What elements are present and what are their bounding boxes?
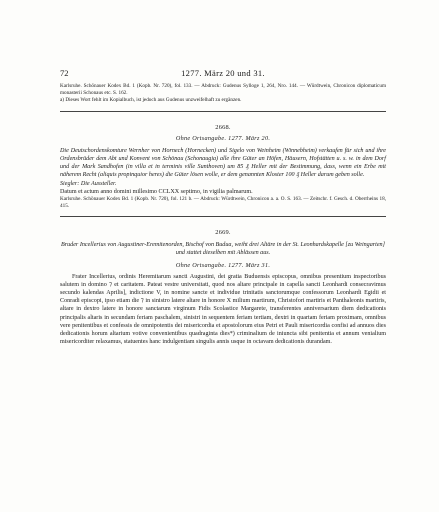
regest-2668: Die Deutschordenskomture Wernher von Hornech (Hornecken) und Sigelo von Weinheim (Winnebheim) verkaufen für sich und ihre Ordensbrüder dem Abt und Konvent von Schönau (Schonaugia) alle ihre Güter an Höfen, Häusern, Hofstätten u. s. w. in dem Dorf und der Mark Sandhofen (in villa et in terminis ville Sunthoven) um 85 ₰ Heller mit der Bestimmung, dass, wenn ein Erbe mit näherem Recht (aliquis propinquior heres) die Güter lösen wolle, er dem genannten Kloster 100 ₰ Heller darum geben solle. <box>60 147 386 179</box>
section-divider <box>60 111 386 112</box>
section-divider <box>60 216 386 217</box>
page-content <box>60 68 386 346</box>
document-number-2668: 2668. <box>215 123 231 131</box>
running-header <box>60 68 386 80</box>
dateline-2669: Ohne Ortsangabe. 1277. März 31. <box>175 261 271 269</box>
running-title: 1277. März 20 und 31. <box>181 68 265 78</box>
page-number: 72 <box>60 68 69 78</box>
siegler-2668: Siegler: Die Aussteller. <box>60 180 117 187</box>
text-2669: Frater Incellerius, ordinis Heremitarum sancti Augustini, dei gratia Buduensis episcopus, omnibus presentium inspectoribus salutem in domino ⁊ et caritatem. Pateat vestre universitati, quod nos altare principale in capella sancti Leonhardi consecravimus secundo kalendas Aprilis], indictione V, in nomine sancte et individue trinitatis sanctorumque confessorum Leonhardi Egidii et Conradi episcopi, ipso etiam die ⁊ in sinistro latere altare in honore X milium martirum, Christofori martiris et Panthaleonis martiris, altare in dextro latere in honore sanctarum virginum Fidis Scolastice Margarete, transferentes anniversarium diem dedicationis principalis altaris in secundam feriam paschalem, sinistri in sequentem feriam tertiam, dextri in quartam feriam proximam, omnibus vere penitentibus et confessis de omnipotentis dei misericordia et apostolorum eius Petri et Pauli misericordia confisi ad annuos dies dedicationis horum altarium votive convenientibus quadraginta dies*) criminalium de iniuncta sibi penitentia et annum venialium misericorditer relaxamus, statuentes hanc indulgentiam singulis annis usque in octavam dedicationis durandam. <box>60 273 386 346</box>
previous-footnote: a) Dieses Wort fehlt im Kopialbuch, ist jedoch aus Gudenus unzweifelhaft zu ergänzen. <box>60 97 242 104</box>
previous-source-note: Karlsruhe. Schönauer Kodex Bd. 1 (Kopb. Nr. 720), fol. 133. — Abdruck: Gudenus Sylloge 1, 264, Nro. 144. — Würdtwein, Chronicon diplomaticum monasterii Schonaus etc. S. 162. <box>60 83 386 96</box>
document-number-2669: 2669. <box>215 229 231 237</box>
regest-2669: Bruder Incellerius von Augustiner-Eremitenorden, Bischof von Budua, weiht drei Altäre in der St. Leonhardskapelle [zu Weingarten] und stattet dieselben mit Ablässen aus. <box>61 242 385 257</box>
datum-2668: Datum et actum anno domini millesimo CCLXX septimo, in vigilia palmarum. <box>60 188 253 195</box>
dateline-2668: Ohne Ortsangabe. 1277. März 20. <box>175 134 271 142</box>
source-note-2668: Karlsruhe. Schönauer Kodex Bd. 1 (Kopb. Nr. 720), fol. 121 b. — Abdruck: Würdtwein, Chronicon a. a. O. S. 163. — Zeitschr. f. Gesch. d. Oberrheins 18, 415. <box>60 196 386 209</box>
